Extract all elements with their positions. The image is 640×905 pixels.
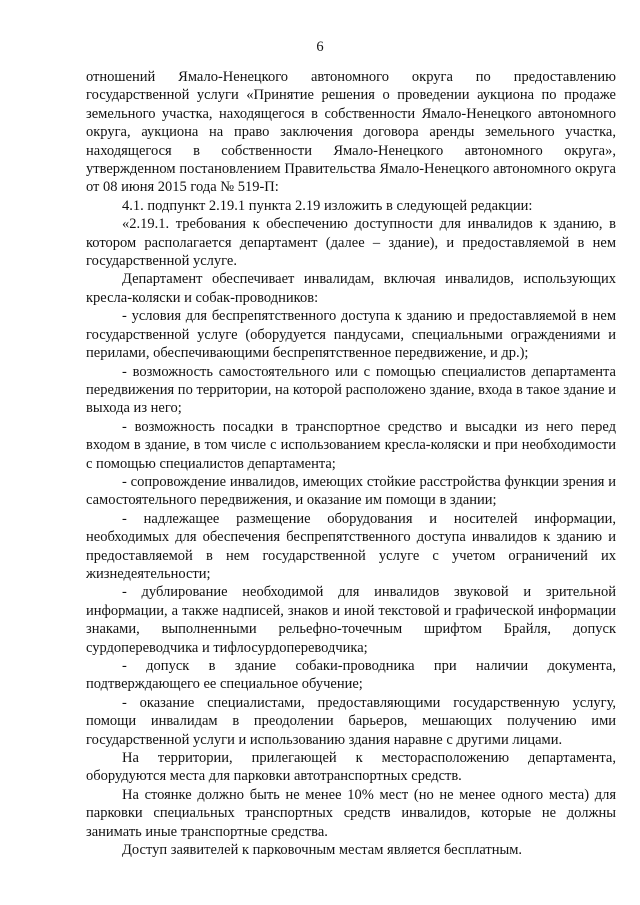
paragraph-clause-2-19-1: «2.19.1. требования к обеспечению доступности для инвалидов к зданию, в котором располагается департамент (далее – здание), и предоставляемой в нем государственной услуге. bbox=[86, 216, 616, 270]
list-item-guide-dog: - допуск в здание собаки-проводника при наличии документа, подтверждающего ее специальное обучение; bbox=[86, 658, 616, 693]
document-body bbox=[86, 68, 616, 859]
paragraph-parking-territory: На территории, прилегающей к месторасположению департамента, оборудуются места для парковки автотранспортных средств. bbox=[86, 750, 616, 785]
list-item-information-duplication: - дублирование необходимой для инвалидов звуковой и зрительной информации, а также надписей, знаков и иной текстовой и графической информации знаками, выполненными рельефно-точечным шрифтом Брайля, допуск сурдопереводчика и тифлосурдопереводчика; bbox=[86, 584, 616, 656]
list-item-specialist-assistance: - оказание специалистами, предоставляющими государственную услугу, помощи инвалидам в преодолении барьеров, мешающих получению ими государственной услуги и использованию здания наравне с другими лицами. bbox=[86, 694, 616, 748]
paragraph-item-4-1: 4.1. подпункт 2.19.1 пункта 2.19 изложить в следующей редакции: bbox=[122, 197, 533, 214]
paragraph-parking-free: Доступ заявителей к парковочным местам является бесплатным. bbox=[122, 842, 523, 859]
list-item-vehicle-boarding: - возможность посадки в транспортное средство и высадки из него перед входом в здание, в том числе с использованием кресла-коляски и при необходимости с помощью специалистов департамента; bbox=[86, 418, 616, 472]
paragraph-parking-quota: На стоянке должно быть не менее 10% мест (но не менее одного места) для парковки специальных транспортных средств инвалидов, которые не должны занимать иные транспортные средства. bbox=[86, 786, 616, 840]
paragraph-intro-continuation: отношений Ямало-Ненецкого автономного округа по предоставлению государственной услуги «Принятие решения о проведении аукциона по продаже земельного участка, находящегося в собственности Ямало-Ненецкого автономного округа, аукциона на право заключения договора аренды земельного участка, находящегося в собственности Ямало-Ненецкого автономного округа», утвержденном постановлением Правительства Ямало-Ненецкого автономного округа от 08 июня 2015 года № 519-П: bbox=[86, 69, 616, 196]
list-item-access-conditions: - условия для беспрепятственного доступа к зданию и предоставляемой в нем государственной услуге (оборудуется пандусами, специальными ограждениями и перилами, обеспечивающими беспрепятственное передвижение, и др.); bbox=[86, 308, 616, 362]
list-item-escort: - сопровождение инвалидов, имеющих стойкие расстройства функции зрения и самостоятельного передвижения, и оказание им помощи в здании; bbox=[86, 473, 616, 509]
page-number: 6 bbox=[316, 39, 324, 55]
list-item-equipment-placement: - надлежащее размещение оборудования и носителей информации, необходимых для обеспечения беспрепятственного доступа инвалидов к зданию и предоставляемой в нем государственной услуге с учетом ограничений их жизнедеятельности; bbox=[86, 510, 616, 582]
list-item-movement: - возможность самостоятельного или с помощью специалистов департамента передвижения по территории, на которой расположено здание, входа в такое здание и выхода из него; bbox=[86, 363, 616, 417]
paragraph-department-provides: Департамент обеспечивает инвалидам, включая инвалидов, использующих кресла-коляски и собак-проводников: bbox=[86, 271, 616, 306]
